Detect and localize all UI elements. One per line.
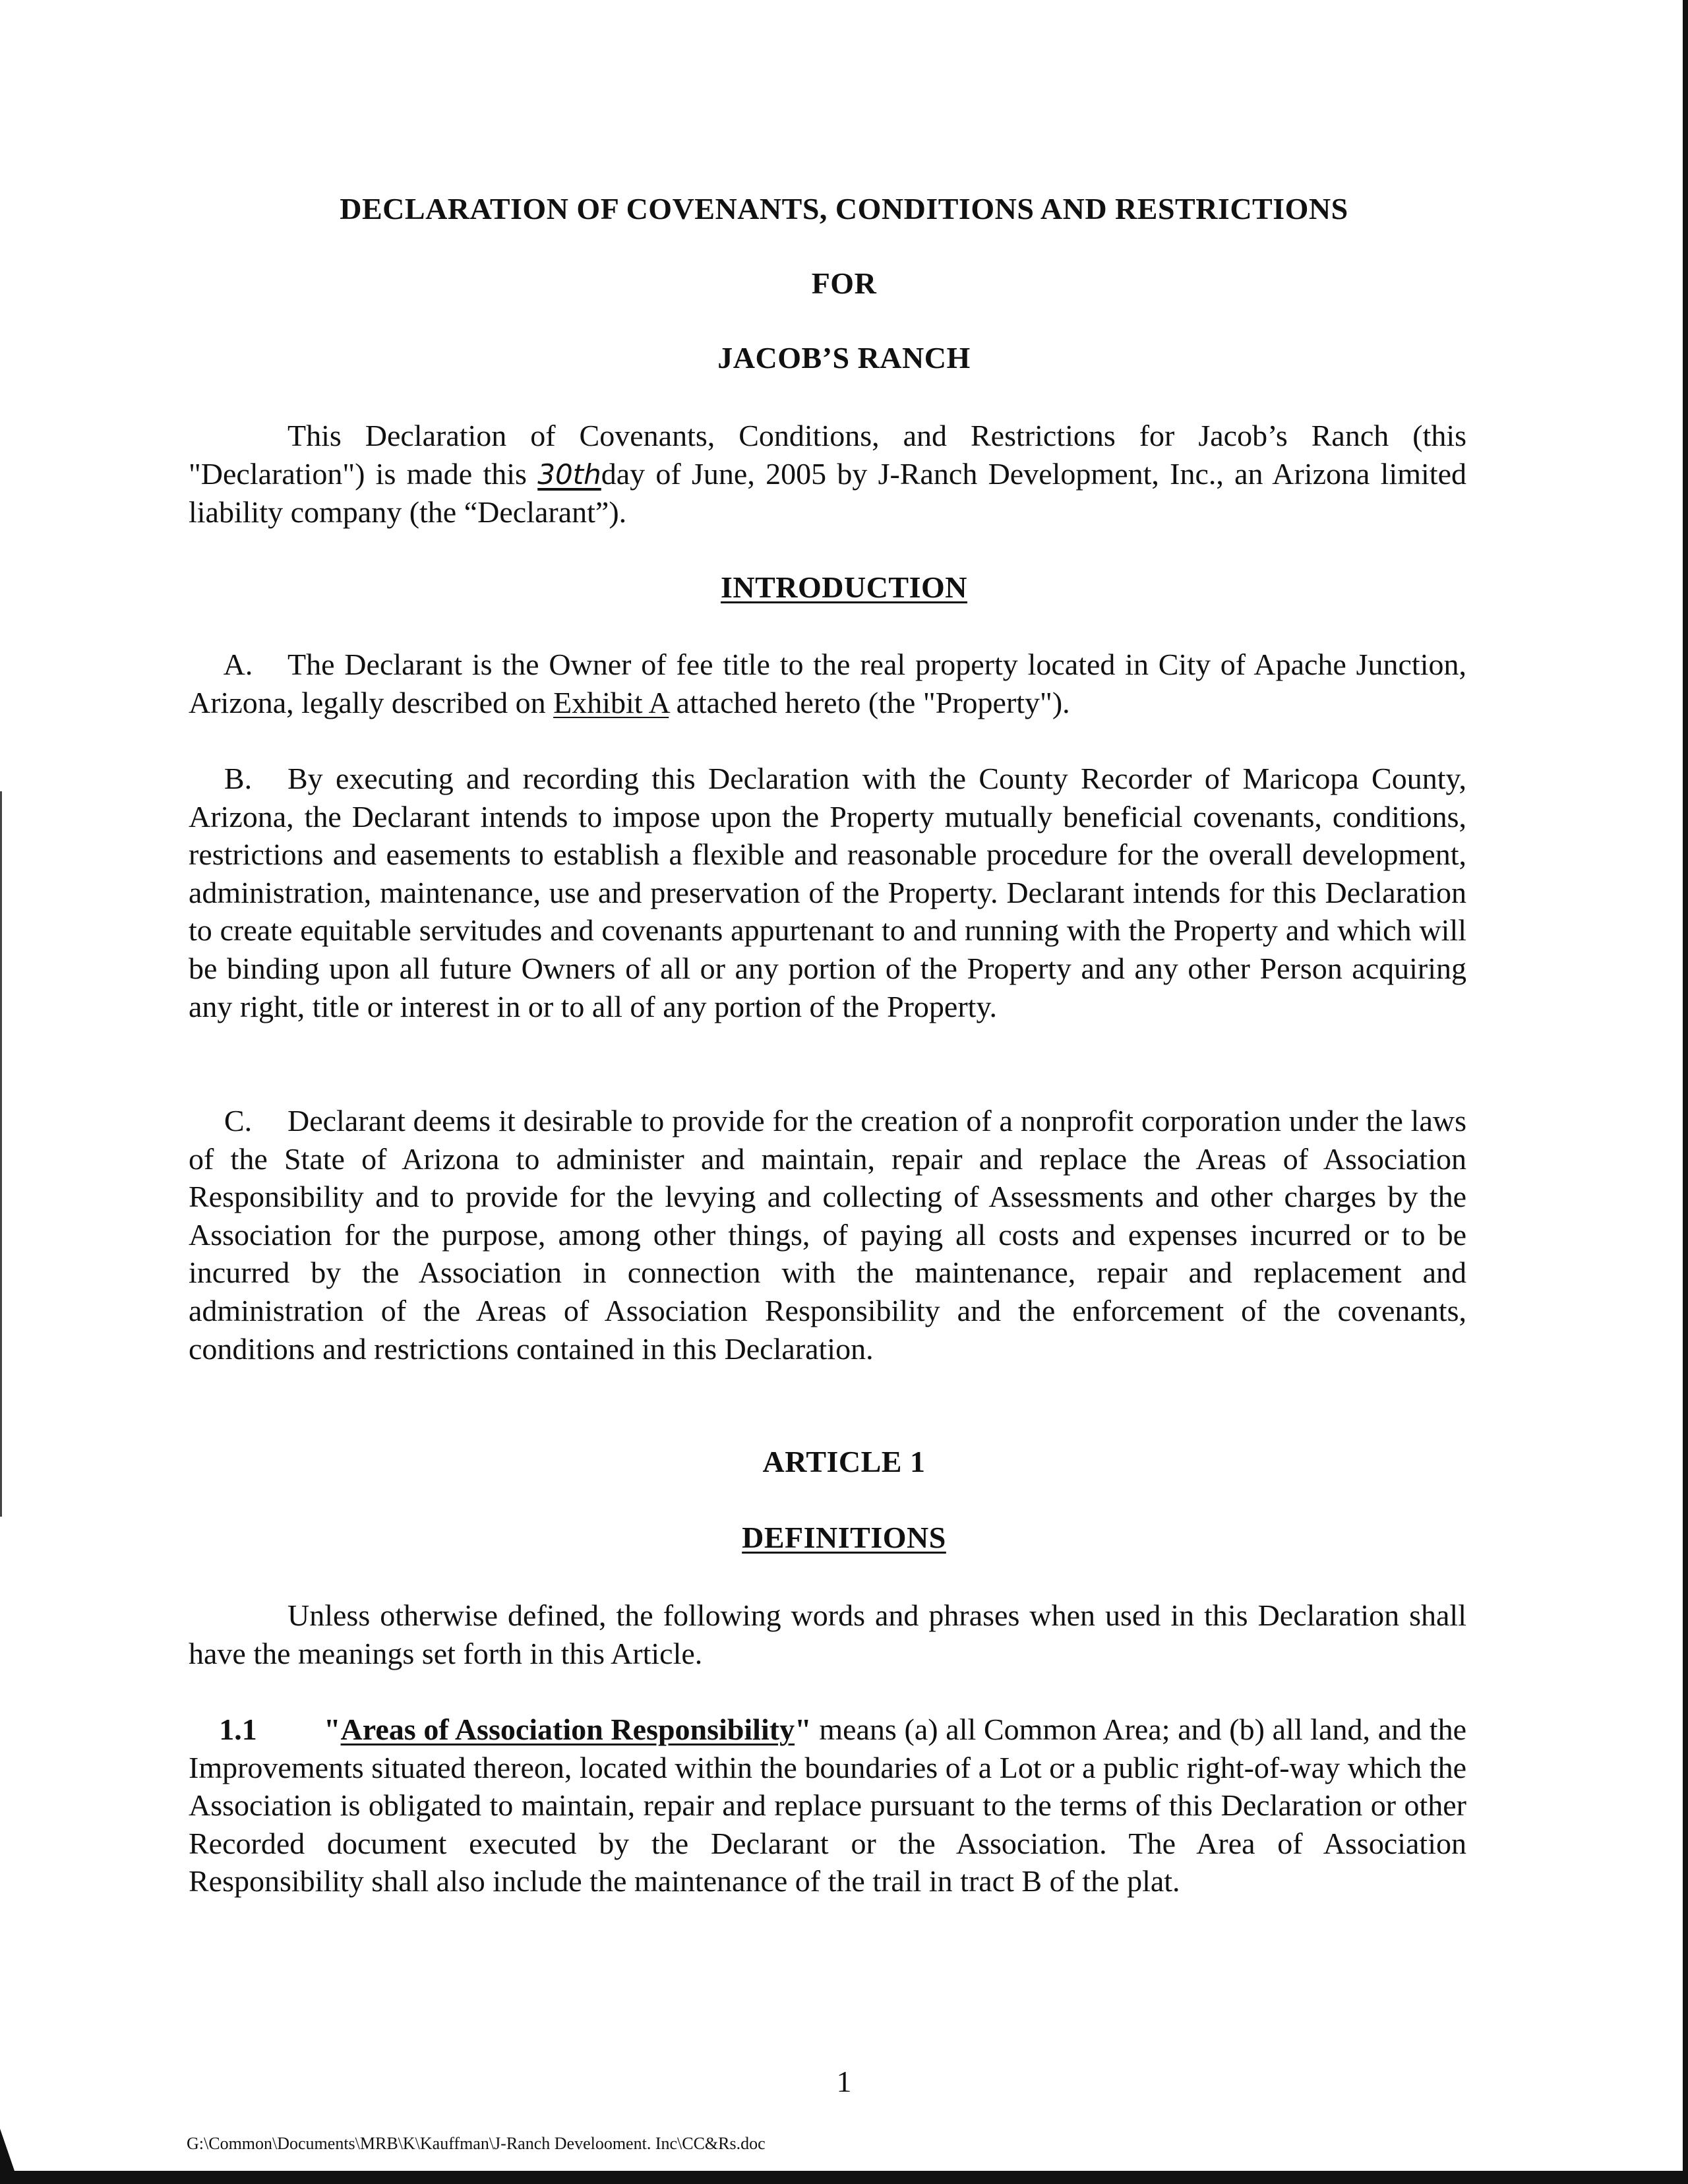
preamble-part2: day of June, 2005 by J-Ranch Development, Inc., an Arizona limited liability company (the “Declarant”). [189, 456, 1467, 530]
definition-text: means (a) all Common Area; and (b) all land, and the Improvements situated thereon, located within the boundaries of a Lot or a public right-of-way which the Association is obligated to maintain, repair and replace pursuant to the terms of this Declaration or other Recorded document executed by the Declarant or the Association. The Area of Association Responsibility shall also include the maintenance of the trail in tract B of the plat. [189, 1713, 1467, 1898]
definition-close-quote: " [795, 1713, 812, 1746]
paragraph-c-label: C. [224, 1104, 253, 1138]
footer-file-path: G:\Common\Documents\MRB\K\Kauffman\J-Ranch Develooment. Inc\CC&Rs.doc [187, 2134, 766, 2153]
paragraph-b-label: B. [224, 762, 253, 795]
definitions-heading-text: DEFINITIONS [742, 1521, 946, 1554]
article-heading: ARTICLE 1 [762, 1445, 926, 1478]
introduction-heading [0, 570, 1688, 605]
scan-edge-right [1683, 0, 1688, 2184]
page-number: 1 [836, 2065, 852, 2098]
project-name: JACOB’S RANCH [717, 341, 971, 375]
paragraph-a-text2: attached hereto (the "Property"). [669, 685, 1070, 719]
for-label: FOR [811, 266, 877, 300]
preamble-paragraph [189, 417, 1466, 531]
exhibit-a-link: Exhibit A [553, 685, 669, 719]
definition-open-quote: " [324, 1713, 341, 1746]
definitions-heading [0, 1520, 1688, 1555]
definition-1-1 [189, 1711, 1466, 1900]
scan-corner [0, 2129, 16, 2175]
paragraph-c [189, 1102, 1466, 1368]
paragraph-c-text: Declarant deems it desirable to provide for the creation of a nonprofit corporation under the laws of the State of Arizona to administer and maintain, repair and replace the Areas of Association Responsibility and to provide for the levying and collecting of Assessments and other charges by the Association for the purpose, among other things, of paying all costs and expenses incurred or to be incurred by the Association in connection with the maintenance, repair and replacement and administration of the Areas of Association Responsibility and the enforcement of the covenants, conditions and restrictions contained in this Declaration. [189, 1104, 1466, 1366]
scan-edge-bottom [0, 2171, 1688, 2184]
definitions-intro: Unless otherwise defined, the following words and phrases when used in this Declaration shall have the meanings set forth in this Article. [189, 1598, 1466, 1670]
introduction-heading-text: INTRODUCTION [720, 570, 968, 604]
document-title: DECLARATION OF COVENANTS, CONDITIONS AND RESTRICTIONS [340, 192, 1348, 226]
definition-term: Areas of Association Responsibility [340, 1713, 795, 1746]
paragraph-a-label: A. [223, 648, 253, 681]
scan-edge-left [0, 791, 2, 1517]
definition-number: 1.1 [219, 1713, 257, 1746]
preamble-part1: This Declaration of Covenants, Conditions, and Restrictions for Jacob’s Ranch (this "Declaration") is made this [189, 419, 1466, 491]
paragraph-a-text1: The Declarant is the Owner of fee title to the real property located in City of Apache Junction, Arizona, legally described on [189, 648, 1466, 719]
paragraph-b-text: By executing and recording this Declaration with the County Recorder of Maricopa County, Arizona, the Declarant intends to impose upon the Property mutually beneficial covenants, conditions, restrictions and easements to establish a flexible and reasonable procedure for the overall development, administration, maintenance, use and preservation of the Property. Declarant intends for this Declaration to create equitable servitudes and covenants appurtenant to and running with the Property and which will be binding upon all future Owners of all or any portion of the Property and any other Person acquiring any right, title or interest in or to all of any portion of the Property. [189, 762, 1466, 1023]
paragraph-b [189, 760, 1466, 1025]
handwritten-day: 30th [537, 458, 601, 491]
paragraph-a [189, 646, 1466, 721]
